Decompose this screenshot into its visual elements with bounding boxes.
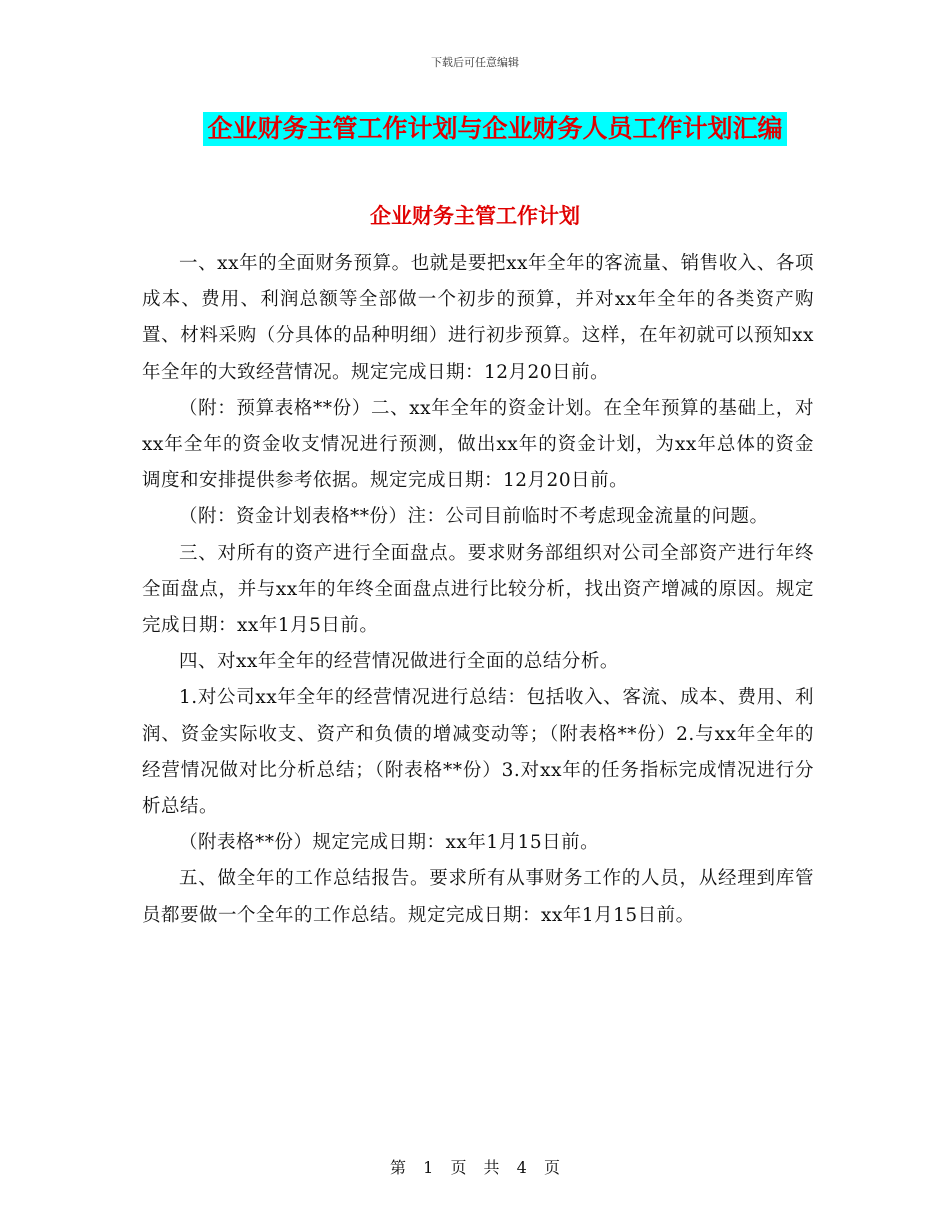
paragraph-4: 三、对所有的资产进行全面盘点。要求财务部组织对公司全部资产进行年终全面盘点，并与xx年的年终全面盘点进行比较分析，找出资产增减的原因。规定完成日期：xx年1月5日前。 xyxy=(142,542,814,637)
section-title: 企业财务主管工作计划 xyxy=(370,204,580,228)
footer-label-unit: 页 xyxy=(450,1158,467,1177)
paragraph-5: 四、对xx年全年的经营情况做进行全面的总结分析。 xyxy=(179,651,619,673)
paragraph-3: （附：资金计划表格**份）注：公司目前临时不考虑现金流量的问题。 xyxy=(179,506,769,528)
paragraph-6: 1.对公司xx年全年的经营情况进行总结：包括收入、客流、成本、费用、利润、资金实际收支、资产和负债的增减变动等；（附表格**份）2.与xx年全年的经营情况做对比分析总结；（附表格**份）3.对xx年的任务指标完成情况进行分析总结。 xyxy=(142,687,814,818)
document-body xyxy=(142,246,814,934)
document-title-container xyxy=(0,112,950,146)
footer-label-unit-end: 页 xyxy=(543,1158,560,1177)
footer-label-total: 共 xyxy=(483,1158,500,1177)
header-note: 下载后可任意编辑 xyxy=(431,56,519,69)
paragraph-8: 五、做全年的工作总结报告。要求所有从事财务工作的人员，从经理到库管员都要做一个全年的工作总结。规定完成日期：xx年1月15日前。 xyxy=(142,868,814,926)
footer-total-pages: 4 xyxy=(516,1158,527,1177)
paragraph-2: （附：预算表格**份）二、xx年全年的资金计划。在全年预算的基础上，对xx年全年的资金收支情况进行预测，做出xx年的资金计划，为xx年总体的资金调度和安排提供参考依据。规定完成日期：12月20日前。 xyxy=(142,397,814,492)
document-title: 企业财务主管工作计划与企业财务人员工作计划汇编 xyxy=(203,112,786,146)
footer-label-page: 第 xyxy=(390,1158,407,1177)
paragraph-7: （附表格**份）规定完成日期：xx年1月15日前。 xyxy=(179,832,600,854)
footer-current-page: 1 xyxy=(423,1158,434,1177)
paragraph-1: 一、xx年的全面财务预算。也就是要把xx年全年的客流量、销售收入、各项成本、费用、利润总额等全部做一个初步的预算，并对xx年全年的各类资产购置、材料采购（分具体的品种明细）进行初步预算。这样，在年初就可以预知xx年全年的大致经营情况。规定完成日期：12月20日前。 xyxy=(142,253,814,383)
page-footer xyxy=(0,1155,950,1178)
